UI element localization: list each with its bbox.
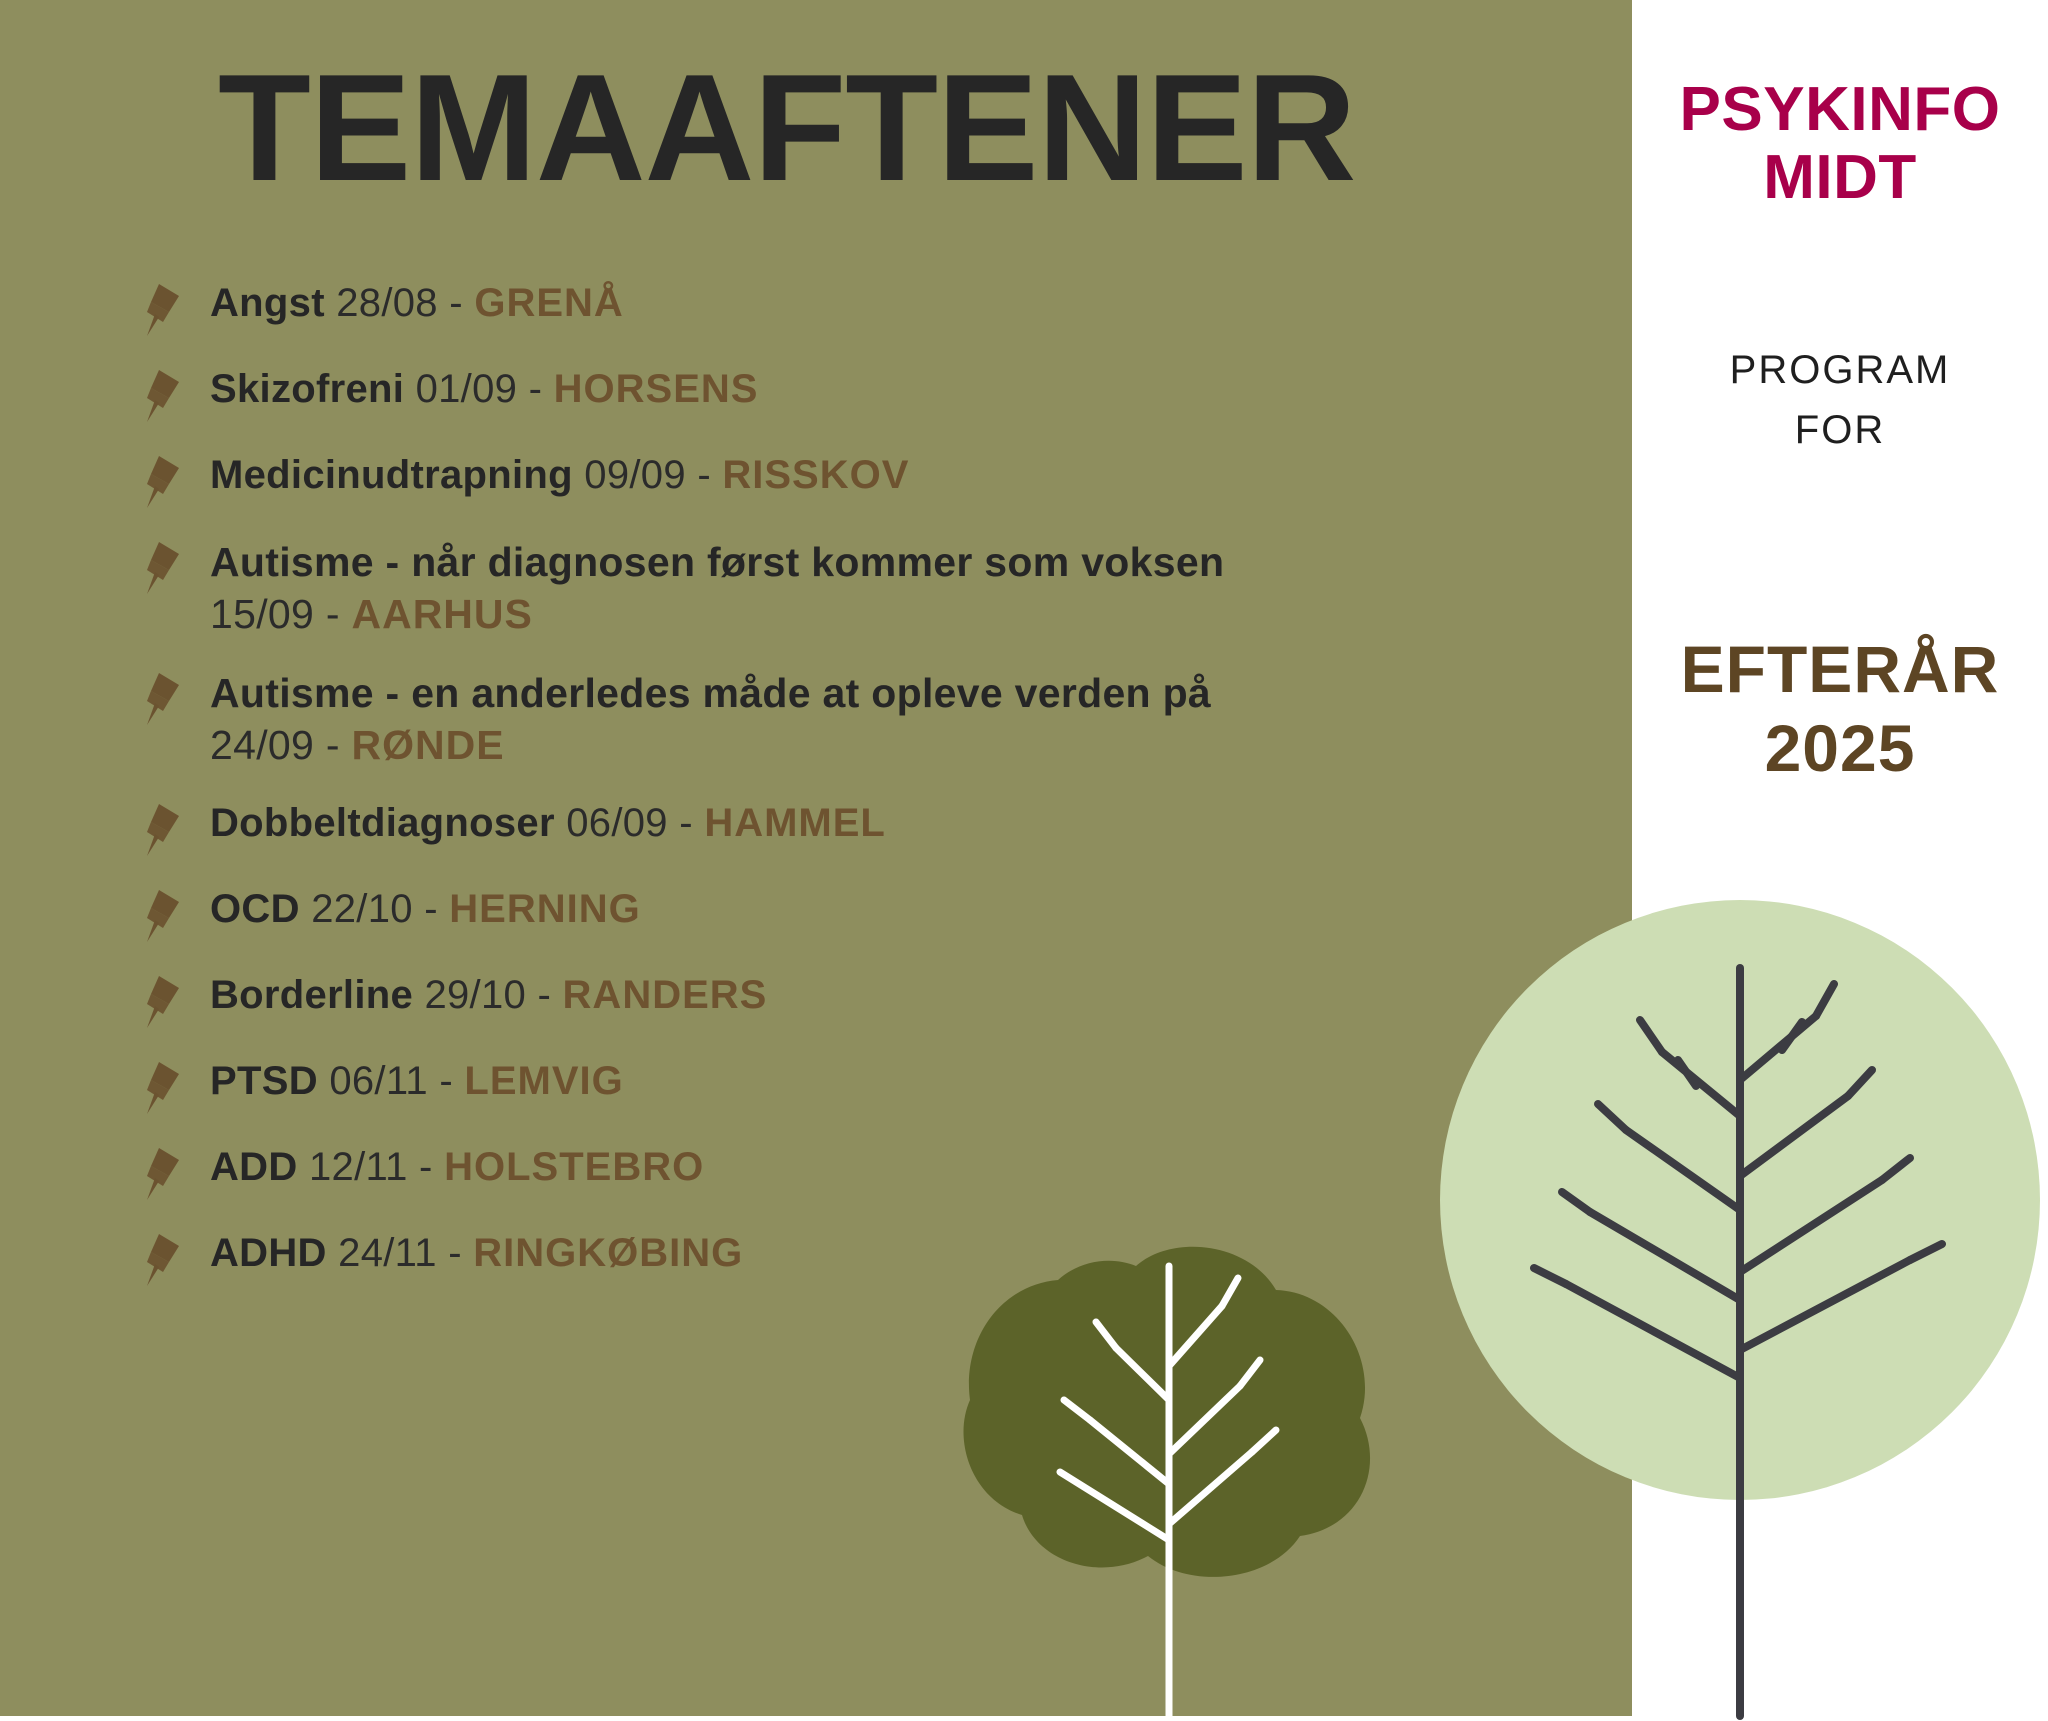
- event-city: GRENÅ: [474, 281, 624, 325]
- event-topic: OCD: [210, 886, 300, 931]
- pushpin-icon-svg: [139, 1146, 189, 1202]
- event-topic: Medicinudtrapning: [210, 453, 573, 497]
- event-text: [210, 1142, 704, 1193]
- event-text: [210, 450, 909, 501]
- event-separator: -: [528, 367, 543, 411]
- pushpin-icon: [118, 970, 210, 1030]
- list-item: [118, 798, 1598, 858]
- list-item: [118, 450, 1598, 510]
- pushpin-icon: [118, 1056, 210, 1116]
- event-topic: Autisme - når diagnosen først kommer som voksen: [210, 539, 1225, 585]
- pushpin-icon: [118, 1142, 210, 1202]
- event-date: 06/09: [566, 800, 668, 845]
- event-text: [210, 798, 886, 849]
- pushpin-icon-svg: [139, 888, 189, 944]
- list-item: [118, 536, 1598, 641]
- brand-block: [1632, 76, 2048, 212]
- event-separator: -: [325, 722, 340, 769]
- tree-dark-illustration: [940, 1070, 1400, 1716]
- event-separator: -: [537, 972, 552, 1017]
- event-city: RISSKOV: [722, 453, 910, 497]
- event-date: 12/11: [308, 1144, 408, 1189]
- event-separator: -: [679, 800, 693, 845]
- event-date: 15/09: [210, 591, 315, 638]
- pushpin-icon-svg: [139, 282, 189, 338]
- event-text: [210, 1228, 743, 1279]
- event-separator: -: [448, 1230, 462, 1275]
- pushpin-icon-svg: [139, 1232, 189, 1288]
- event-date: 24/09: [210, 722, 315, 769]
- tree-light-illustration: [1430, 880, 2048, 1716]
- event-text: [210, 278, 624, 329]
- event-separator: -: [325, 591, 340, 638]
- list-item: [118, 884, 1598, 944]
- event-topic: Dobbeltdiagnoser: [210, 800, 555, 845]
- pushpin-icon-svg: [139, 1060, 189, 1116]
- event-date: 24/11: [338, 1230, 437, 1275]
- event-separator: -: [439, 1058, 453, 1103]
- event-city: HORSENS: [553, 367, 759, 411]
- pushpin-icon-svg: [139, 368, 189, 424]
- brand-line-1: PSYKINFO: [1679, 75, 2001, 144]
- pushpin-icon: [118, 1228, 210, 1288]
- event-date: 28/08: [336, 281, 438, 325]
- event-city: RØNDE: [351, 722, 505, 769]
- pushpin-icon-svg: [139, 454, 189, 510]
- event-city: AARHUS: [351, 591, 533, 638]
- event-topic: Skizofreni: [210, 367, 405, 411]
- season-year: 2025: [1764, 711, 1916, 786]
- event-separator: -: [419, 1144, 433, 1189]
- event-text: [210, 884, 641, 935]
- list-item: [118, 278, 1598, 338]
- season-label: EFTERÅR: [1680, 632, 2000, 706]
- event-text: [210, 1056, 624, 1107]
- event-separator: -: [697, 453, 711, 497]
- event-date: 09/09: [584, 453, 686, 497]
- event-text: [210, 970, 767, 1021]
- pushpin-icon: [118, 278, 210, 338]
- pushpin-icon: [118, 798, 210, 858]
- pushpin-icon: [118, 667, 210, 727]
- page-title: TEMAAFTENER: [218, 43, 1356, 213]
- event-topic: PTSD: [210, 1058, 318, 1103]
- event-topic: ADHD: [210, 1230, 327, 1275]
- season-block: [1632, 630, 2048, 788]
- pushpin-icon-svg: [139, 671, 189, 727]
- pushpin-icon: [118, 884, 210, 944]
- event-city: HAMMEL: [704, 800, 886, 845]
- event-text: [210, 364, 758, 415]
- event-city: HOLSTEBRO: [444, 1144, 705, 1189]
- pushpin-icon: [118, 450, 210, 510]
- event-text: [210, 667, 1211, 772]
- program-label: PROGRAM: [1729, 348, 1951, 392]
- event-topic: Borderline: [210, 972, 414, 1017]
- event-date: 01/09: [415, 367, 518, 411]
- event-topic: Angst: [210, 281, 325, 325]
- event-topic: Autisme - en anderledes måde at opleve verden på: [210, 669, 1212, 716]
- program-for-block: [1632, 340, 2048, 460]
- event-separator: -: [449, 281, 463, 325]
- event-separator: -: [424, 886, 438, 931]
- pushpin-icon-svg: [139, 802, 189, 858]
- event-date: 22/10: [311, 886, 413, 931]
- pushpin-icon: [118, 536, 210, 596]
- event-date: 06/11: [329, 1058, 428, 1103]
- brand-line-2: MIDT: [1763, 143, 1917, 213]
- pushpin-icon: [118, 364, 210, 424]
- event-city: LEMVIG: [464, 1058, 624, 1103]
- pushpin-icon-svg: [139, 540, 189, 596]
- list-item: [118, 364, 1598, 424]
- event-text: [210, 536, 1224, 641]
- event-city: RINGKØBING: [473, 1230, 744, 1275]
- event-date: 29/10: [424, 972, 527, 1017]
- pushpin-icon-svg: [139, 974, 189, 1030]
- for-label: FOR: [1794, 408, 1886, 452]
- list-item: [118, 667, 1598, 772]
- event-city: RANDERS: [562, 972, 768, 1017]
- event-city: HERNING: [449, 886, 641, 931]
- list-item: [118, 970, 1598, 1030]
- event-topic: ADD: [210, 1144, 298, 1189]
